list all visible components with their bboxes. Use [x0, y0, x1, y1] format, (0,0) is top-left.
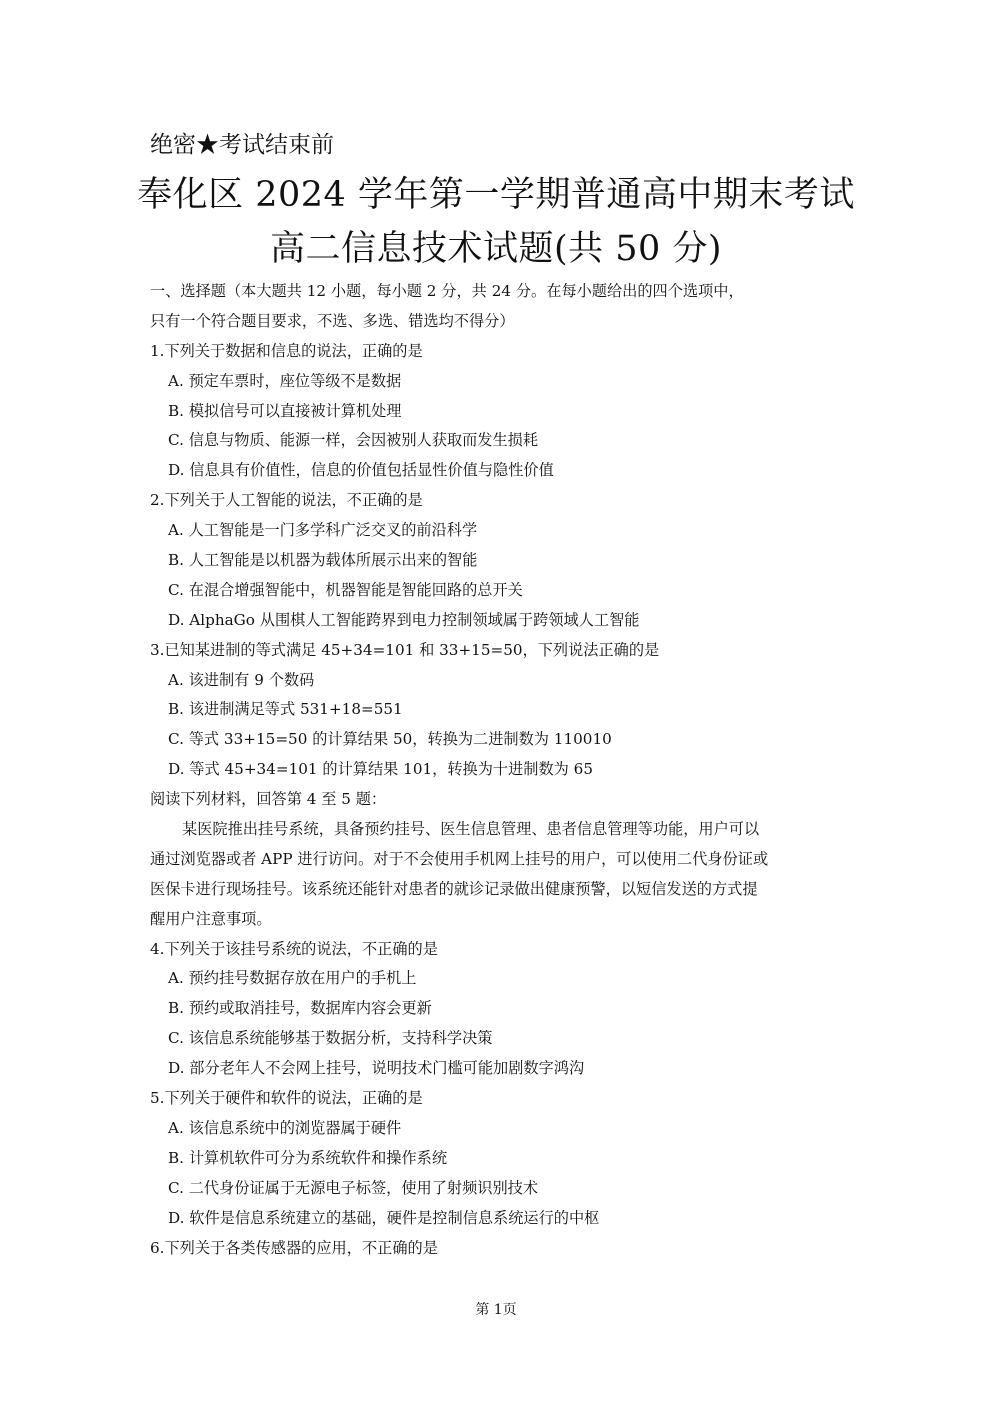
question-1-option-a: A. 预定车票时，座位等级不是数据 — [168, 371, 402, 390]
question-4-option-c: C. 该信息系统能够基于数据分析，支持科学决策 — [168, 1029, 493, 1048]
material-lead: 阅读下列材料，回答第 4 至 5 题： — [150, 790, 387, 809]
emphasis-char: 不 — [362, 1234, 377, 1264]
question-4-option-b: B. 预约或取消挂号，数据库内容会更新 — [168, 999, 432, 1018]
question-4-option-a: A. 预约挂号数据存放在用户的手机上 — [168, 969, 417, 988]
question-2-stem-after: 的是 — [392, 491, 423, 510]
question-5-option-d: D. 软件是信息系统建立的基础，硬件是控制信息系统运行的中枢 — [168, 1208, 600, 1227]
emphasis-char: 正 — [377, 1234, 392, 1264]
question-2-option-c: C. 在混合增强智能中，机器智能是智能回路的总开关 — [168, 580, 523, 599]
question-4-stem-after: 的是 — [407, 939, 438, 958]
question-3-option-a: A. 该进制有 9 个数码 — [168, 670, 315, 689]
emphasis-char: 确 — [392, 1234, 407, 1264]
question-5-option-c: C. 二代身份证属于无源电子标签，使用了射频识别技术 — [168, 1178, 539, 1197]
material-paragraph-line-1: 某医院推出挂号系统，具备预约挂号、医生信息管理、患者信息管理等功能，用户可以 — [182, 820, 760, 839]
question-3-option-d: D. 等式 45+34=101 的计算结果 101，转换为十进制数为 65 — [168, 760, 594, 779]
question-1-option-d: D. 信息具有价值性，信息的价值包括显性价值与隐性价值 — [168, 461, 554, 480]
emphasis-char: 确 — [377, 486, 392, 516]
question-6-stem-before: 6.下列关于各类传感器的应用， — [150, 1238, 362, 1257]
question-6-stem — [150, 1234, 850, 1264]
emphasis-char: 不 — [362, 935, 377, 965]
section-intro-line-1: 一、选择题（本大题共 12 小题，每小题 2 分，共 24 分。在每小题给出的四个选项中， — [150, 282, 744, 300]
question-2-option-a: A. 人工智能是一门多学科广泛交叉的前沿科学 — [168, 521, 478, 540]
material-paragraph-line-4: 醒用户注意事项。 — [150, 909, 272, 928]
question-3-stem: 3.已知某进制的等式满足 45+34=101 和 33+15=50，下列说法正确的是 — [150, 640, 660, 659]
question-5-option-a: A. 该信息系统中的浏览器属于硬件 — [168, 1118, 402, 1137]
question-3-option-c: C. 等式 33+15=50 的计算结果 50，转换为二进制数为 110010 — [168, 730, 612, 749]
question-1-option-c: C. 信息与物质、能源一样，会因被别人获取而发生损耗 — [168, 431, 539, 450]
question-4-stem — [150, 935, 850, 965]
material-paragraph-line-3: 医保卡进行现场挂号。该系统还能针对患者的就诊记录做出健康预警，以短信发送的方式提 — [150, 879, 758, 898]
question-4-option-d: D. 部分老年人不会网上挂号，说明技术门槛可能加剧数字鸿沟 — [168, 1059, 585, 1078]
question-5-stem: 5.下列关于硬件和软件的说法，正确的是 — [150, 1089, 423, 1108]
question-2-emphasis — [347, 491, 393, 509]
emphasis-char: 不 — [347, 486, 362, 516]
emphasis-char: 确 — [392, 935, 407, 965]
question-4-emphasis — [362, 940, 408, 958]
emphasis-char: 正 — [362, 486, 377, 516]
question-6-stem-after: 的是 — [407, 1238, 438, 1257]
question-2-option-d: D. AlphaGo 从围棋人工智能跨界到电力控制领域属于跨领域人工智能 — [168, 610, 640, 629]
question-4-stem-before: 4.下列关于该挂号系统的说法， — [150, 939, 362, 958]
question-1-stem: 1.下列关于数据和信息的说法，正确的是 — [150, 341, 423, 360]
question-2-stem-before: 2.下列关于人工智能的说法， — [150, 491, 347, 510]
page-number: 第 1页 — [475, 1302, 517, 1318]
emphasis-char: 正 — [377, 935, 392, 965]
question-1-option-b: B. 模拟信号可以直接被计算机处理 — [168, 401, 402, 420]
question-2-option-b: B. 人工智能是以机器为载体所展示出来的智能 — [168, 551, 478, 570]
exam-subtitle: 高二信息技术试题(共 50 分) — [269, 229, 723, 269]
confidential-label: 绝密★考试结束前 — [150, 132, 334, 158]
question-3-option-b: B. 该进制满足等式 531+18=551 — [168, 700, 403, 719]
section-intro-line-2: 只有一个符合题目要求，不选、多选、错选均不得分） — [150, 311, 515, 330]
question-6-emphasis — [362, 1239, 408, 1257]
question-5-option-b: B. 计算机软件可分为系统软件和操作系统 — [168, 1148, 448, 1167]
question-2-stem — [150, 486, 850, 516]
exam-body — [150, 277, 850, 1263]
material-paragraph-line-2: 通过浏览器或者 APP 进行访问。对于不会使用手机网上挂号的用户，可以使用二代身份证或 — [150, 849, 769, 868]
exam-title: 奉化区 2024 学年第一学期普通高中期末考试 — [137, 175, 855, 215]
